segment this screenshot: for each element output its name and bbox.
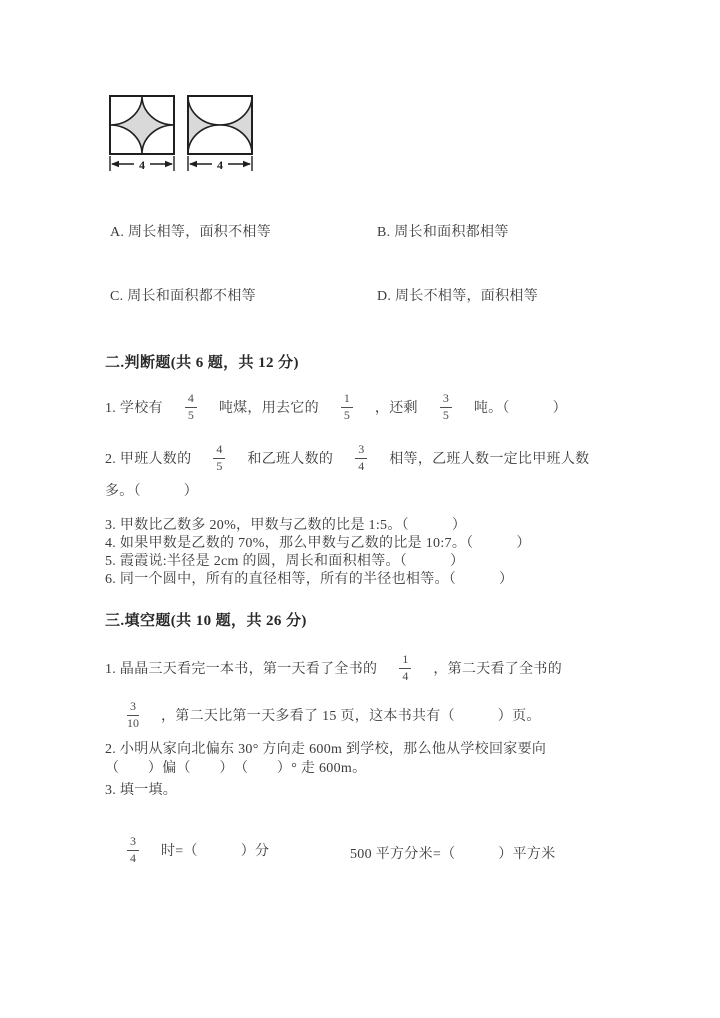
fraction: $\frac{1}{4}$ — [399, 653, 411, 684]
choice-option-b: B. 周长和面积都相等 — [377, 225, 509, 240]
text-segment: 和乙班人数的 — [247, 452, 334, 467]
judge-question-2-line-2: 多。（ ） — [105, 484, 199, 499]
text-segment: 2. 甲班人数的 — [105, 452, 192, 467]
text-segment: ，第二天看了全书的 — [433, 662, 563, 677]
question-figures — [108, 94, 254, 176]
section-fill-heading: 三.填空题(共 10 题，共 26 分) — [105, 613, 307, 629]
choice-option-c: C. 周长和面积都不相等 — [110, 289, 256, 304]
fraction: $\frac{4}{5}$ — [185, 392, 197, 423]
fill-question-2-line-2: （ ）偏（ ） （ ）° 走 600m。 — [105, 761, 367, 776]
fill-question-2-line-1: 2. 小明从家向北偏东 30° 方向走 600m 到学校，那么他从学校回家要向 — [105, 742, 547, 757]
text-segment: 相等，乙班人数一定比甲班人数 — [389, 452, 590, 467]
text-segment: 1. 学校有 — [105, 401, 163, 416]
judge-question-6: 6. 同一个圆中，所有的直径相等，所有的半径也相等。（ ） — [105, 572, 514, 587]
fraction: $\frac{3}{4}$ — [127, 835, 139, 866]
judge-question-1 — [105, 390, 567, 424]
fill-question-3-time-blank — [105, 833, 269, 867]
dimension-label: 4 — [139, 158, 145, 172]
dimension-label: 4 — [217, 158, 223, 172]
judge-question-2-line-1 — [105, 441, 589, 475]
judge-question-3: 3. 甲数比乙数多 20%，甲数与乙数的比是 1:5。（ ） — [105, 518, 467, 533]
fill-question-3-area-blank: 500 平方分米=（ ）平方米 — [350, 847, 556, 862]
choice-option-d: D. 周长不相等，面积相等 — [377, 289, 539, 304]
text-segment: 吨。（ ） — [473, 401, 567, 416]
text-segment: 1. 晶晶三天看完一本书，第一天看了全书的 — [105, 662, 378, 677]
fraction: $\frac{3}{10}$ — [127, 698, 139, 730]
fill-question-1-line-2 — [105, 698, 541, 732]
fraction: $\frac{1}{5}$ — [341, 392, 353, 423]
left-arrowhead-icon — [111, 161, 119, 167]
judge-question-4: 4. 如果甲数是乙数的 70%，那么甲数与乙数的比是 10:7。（ ） — [105, 536, 531, 551]
figure-square-astroid — [108, 94, 176, 176]
section-judge-heading: 二.判断题(共 6 题，共 12 分) — [105, 355, 299, 371]
fill-question-1-line-1 — [105, 651, 562, 685]
fraction: $\frac{3}{4}$ — [355, 443, 367, 474]
text-segment: 吨煤，用去它的 — [218, 401, 319, 416]
fraction: $\frac{4}{5}$ — [213, 443, 225, 474]
left-arrowhead-icon — [189, 161, 197, 167]
text-segment: ，第二天比第一天多看了 15 页，这本书共有（ ）页。 — [161, 709, 541, 724]
fraction: $\frac{3}{5}$ — [440, 392, 452, 423]
figure-square-semicircles — [186, 94, 254, 176]
right-arrowhead-icon — [243, 161, 251, 167]
choice-option-a: A. 周长相等，面积不相等 — [110, 225, 272, 240]
text-segment: 时=（ ）分 — [161, 844, 270, 859]
right-arrowhead-icon — [165, 161, 173, 167]
judge-question-5: 5. 霞霞说:半径是 2cm 的圆，周长和面积相等。（ ） — [105, 554, 465, 569]
text-segment: ，还剩 — [374, 401, 418, 416]
fill-question-3-label: 3. 填一填。 — [105, 783, 178, 798]
